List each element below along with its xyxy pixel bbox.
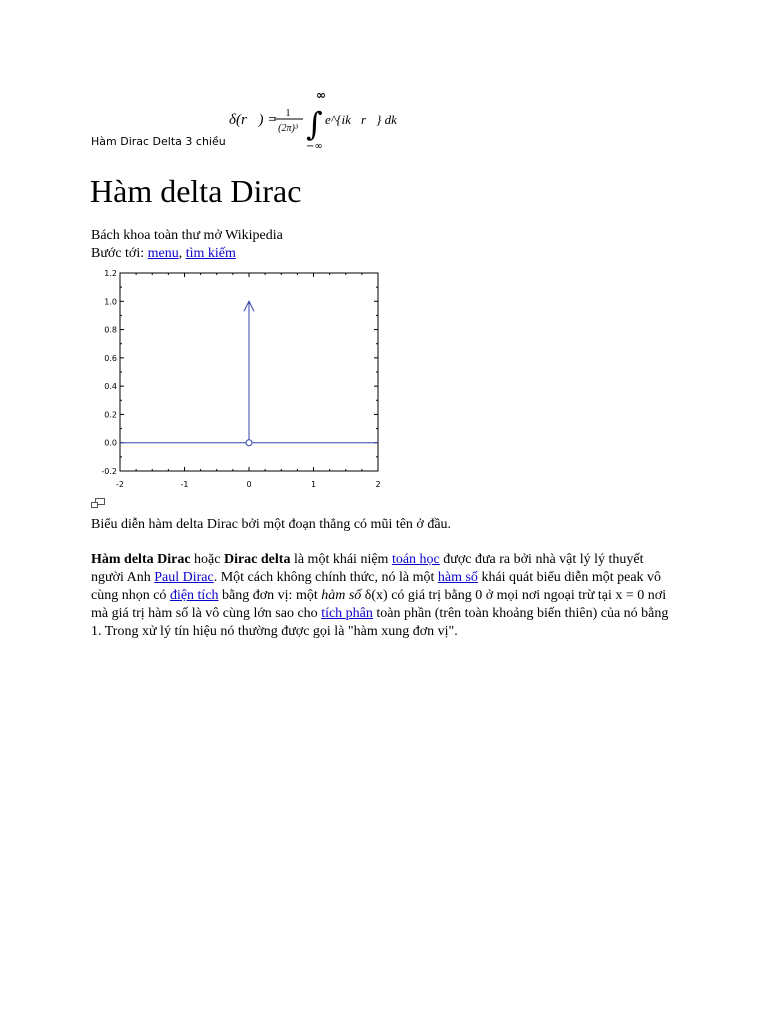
text-run: khái quát biểu diễn một peak vô cùng nhọn có [91,570,662,603]
text-run: δ(x) có giá trị bằng 0 ở mọi nơi ngoại trừ tại x = 0 nơi mà giá trị hàm số là vô cùng lớn sao cho [91,588,667,621]
y-tick-label: 0.4 [104,382,117,392]
site-subtitle: Bách khoa toàn thư mở Wikipedia [91,228,283,243]
term-ham-delta-dirac: Hàm delta Dirac [91,552,191,567]
y-tick-label: 0.6 [104,353,117,363]
y-tick-label: 0.8 [104,325,117,335]
text-run: được đưa ra bởi nhà vật lý lý thuyết người Anh [91,552,644,585]
text-run: toàn phần (trên toàn khoảng biến thiên) của nó bằng 1. Trong xử lý tín hiệu nó thường được gọi là "hàm xung đơn vị". [91,606,669,639]
formula-integrand: e^{ik⃗r⃗} dk⃗ [325,112,407,127]
intro-paragraph [91,551,677,641]
link-ham-so[interactable]: hàm số [437,570,478,585]
y-tick-label: 1.2 [104,269,117,278]
enlarge-icon[interactable] [91,498,105,508]
text-run: hoặc [190,552,224,567]
link-tich-phan[interactable]: tích phân [321,606,373,621]
impulse-base-marker [246,440,252,446]
x-tick-label: 0 [246,480,252,489]
text-run: bằng đơn vị: một [218,588,322,603]
link-dien-tich[interactable]: điện tích [169,588,219,603]
jump-separator: , [178,246,186,261]
y-tick-label: -0.2 [101,467,117,476]
dirac-3d-formula-image [226,88,407,152]
x-tick-label: -1 [180,480,189,489]
header-image-caption: Hàm Dirac Delta 3 chiều [91,135,226,148]
jump-menu-link[interactable]: menu [147,246,179,261]
jump-to-label: Bước tới: [91,246,148,261]
formula-lower-limit: −∞ [306,141,323,152]
term-ham-so-italic: hàm số [321,588,362,603]
formula-denominator: (2π)³ [278,123,298,134]
x-tick-label: 1 [310,480,317,489]
y-tick-label: 1.0 [104,297,117,307]
text-run: . Một cách không chính thức, nó là một [213,570,438,585]
formula-lhs: δ(r⃗) = [229,112,278,128]
y-tick-label: 0.0 [104,438,117,448]
jump-search-link[interactable]: tìm kiếm [185,246,236,261]
text-run: là một khái niệm [290,552,392,567]
link-toan-hoc[interactable]: toán học [391,552,440,567]
page-title: Hàm delta Dirac [90,173,302,209]
formula-integral: ∫ [306,105,323,143]
term-dirac-delta: Dirac delta [223,552,291,567]
formula-numerator: 1 [285,108,291,119]
formula-upper-limit: ∞ [316,88,326,102]
y-tick-label: 0.2 [104,410,117,420]
dirac-delta-plot[interactable] [88,264,388,494]
jump-to-nav [91,245,236,263]
figure-caption: Biểu diễn hàm delta Dirac bởi một đoạn thẳng có mũi tên ở đầu. [91,517,452,532]
x-tick-label: 2 [375,480,381,489]
x-tick-label: -2 [116,480,124,489]
link-paul-dirac[interactable]: Paul Dirac [154,570,214,585]
